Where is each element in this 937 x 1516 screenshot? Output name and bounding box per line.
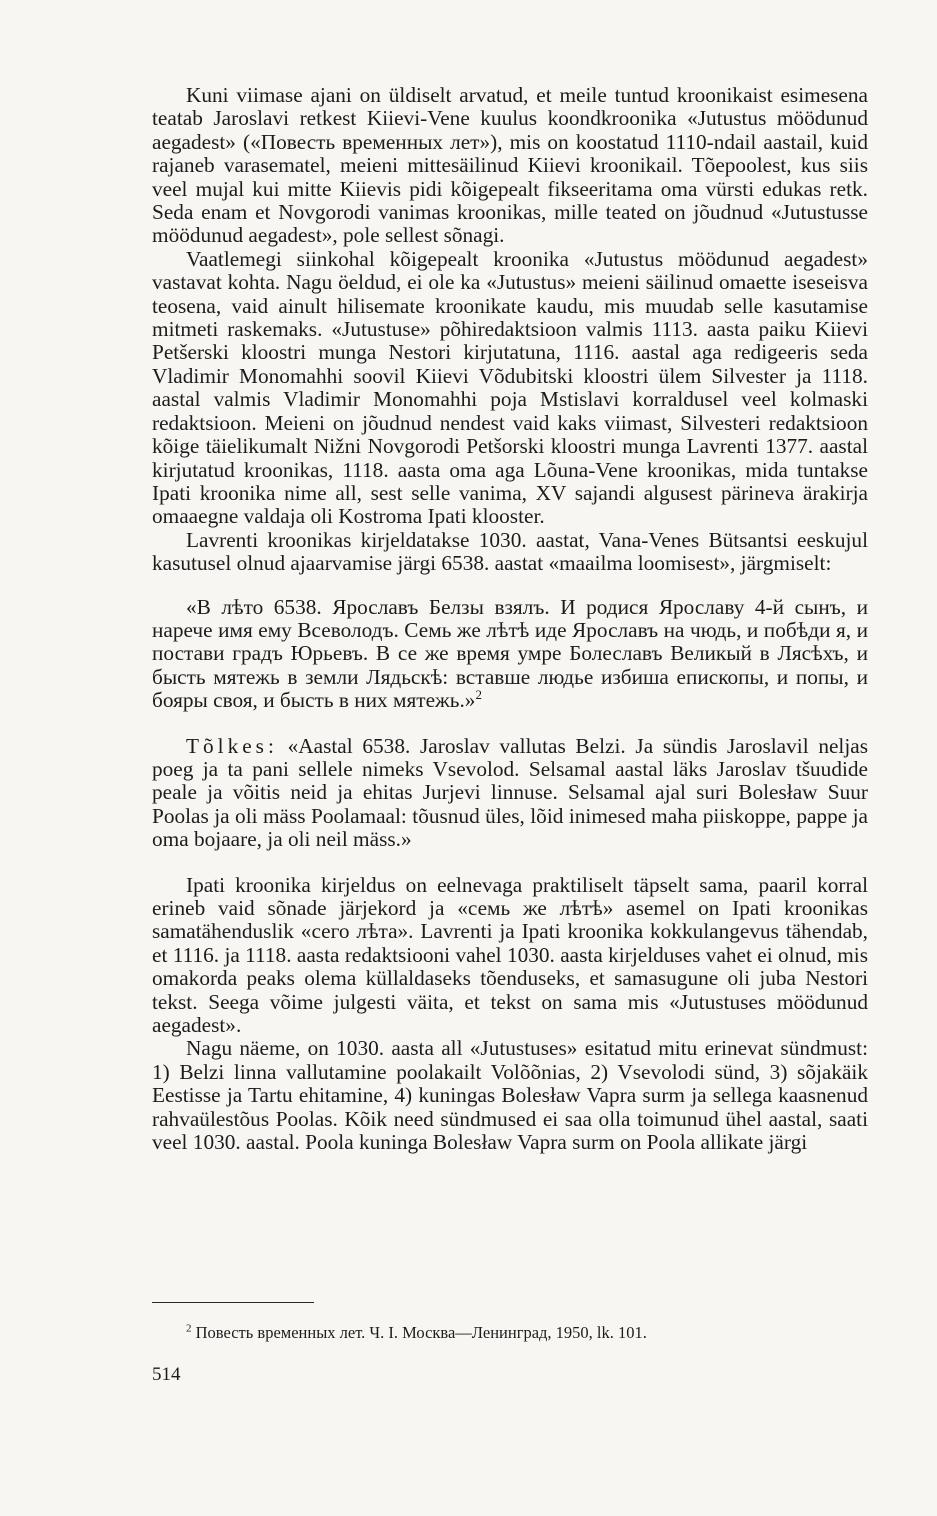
paragraph-4: Ipati kroonika kirjeldus on eelnevaga praktiliselt täpselt sama, paaril korral erineb vaid sõnade järjekord ja «семь же лѣтѣ» asemel on Ipati kroonikas samatähenduslik «сего лѣта». Lavrenti ja Ipati kroonika kokkulangevus tähendab, et 1116. ja 1118. aasta redaktsiooni vahel 1030. aasta kirjelduses vahet ei olnud, mis omakorda peaks olema küllaldaseks tõenduseks, et samasugune oli juba Nestori tekst. Seega võime julgesti väita, et tekst on sama mis «Jutustuses möödunud aegadest». (152, 872, 868, 1038)
paragraph-5: Nagu näeme, on 1030. aasta all «Jutustuses» esitatud mitu erinevat sündmust: 1) Belzi linna vallutamine poolakailt Volõõnias, 2) Vsevolodi sünd, 3) sõjakäik Eestisse ja Tartu ehitamine, 4) kuningas Bolesław Vapra surm ja sellega kaasnenud rahvaülestõus Poolas. Kõik need sündmused ei saa olla toimunud ühel aastal, saati veel 1030. aastal. Poola kuninga Bolesław Vapra surm on Poola allikate järgi (152, 1036, 868, 1155)
translation-text: «Aastal 6538. Jaroslav vallutas Belzi. Ja sündis Jaroslavil neljas poeg ja ta pani sellele nimeks Vsevolod. Selsamal aastal läks Jaroslav tšuudide peale ja võitis neid ja ehitas Jurjevi linnuse. Selsamal ajal suri Bolesław Suur Poolas ja oli mäss Poolamaal: tõusnud üles, lõid inimesed maha piiskoppe, pappe ja oma bojaare, ja oli neil mäss.» (152, 733, 869, 852)
footnote (186, 1323, 647, 1343)
quote-text: «В лѣто 6538. Ярославъ Белзы взялъ. И родися Ярославу 4-й сынъ, и нарече имя ему Всеволодъ. Семь же лѣтѣ иде Ярославъ на чюдь, и побѣди я, и постави градъ Юрьевъ. В се же время умре Болеславъ Великый в Лясѣхъ, и бысть мятежь в земли Лядьскѣ: вставше людье избиша епископы, и попы, и бояры своя, и бысть в них мятежь.» (152, 594, 868, 713)
footnote-text: Повесть временных лет. Ч. I. Москва—Ленинград, 1950, lk. 101. (195, 1323, 647, 1342)
translation-paragraph (152, 735, 868, 852)
quote-footnote-mark: 2 (475, 687, 482, 703)
translation-label: Tõlkes: (186, 733, 278, 758)
paragraph-3: Lavrenti kroonikas kirjeldatakse 1030. aastat, Vana-Venes Bütsantsi eeskujul kasutusel olnud ajaarvamise järgi 6538. aastat «maailma loomisest», järgmiselt: (152, 527, 868, 576)
chronicle-quote (152, 596, 868, 713)
paragraph-2: Vaatlemegi siinkohal kõigepealt kroonika «Jutustus möödunud aegadest» vastavat kohta. Nagu öeldud, ei ole ka «Jutustus» meieni säilinud omaette iseseisva teosena, vaid ainult hilisemate kroonikate kaudu, mis muudab selle kasutamise mitmeti raskemaks. «Jutustuse» põhiredaktsioon valmis 1113. aasta paiku Kiievi Petšerski kloostri munga Nestori kirjutatuna, 1116. aastal aga redigeeris seda Vladimir Monomahhi soovil Kiievi Võdubitski kloostri ülem Silvester ja 1118. aastal valmis Vladimir Monomahhi poja Mstislavi korraldusel veel kolmaski redaktsioon. Meieni on jõudnud nendest vaid kaks viimast, Silvesteri redaktsioon kõige täielikumalt Nižni Novgorodi Petšorski kloostri munga Lavrenti 1377. aastal kirjutatud kroonikas, 1118. aasta oma aga Lõuna-Vene kroonikas, mida tuntakse Ipati kroonika nime all, sest selle vanima, XV sajandi algusest pärineva ärakirja omaaegne valdaja oli Kostroma Ipati klooster. (152, 246, 868, 529)
paragraph-1: Kuni viimase ajani on üldiselt arvatud, et meile tuntud kroonikaist esimesena teatab Jaroslavi retkest Kiievi-Vene kuulus koondkroonika «Jutustus möödunud aegadest» («Повесть временных лет»), mis on koostatud 1110-ndail aastail, kuid rajaneb varasematel, meieni mittesäilinud Kiievi kroonikail. Tõepoolest, kus siis veel mujal kui mitte Kiievis pidi kõigepealt fikseeritama oma vürsti edukas retk. Seda enam et Novgorodi vanimas kroonikas, mille teated on jõudnud «Jutustusse möödunud aegadest», pole sellest sõnagi. (152, 83, 868, 248)
page-number: 514 (152, 1364, 181, 1385)
main-text (152, 84, 868, 1154)
footnote-mark: 2 (186, 1322, 192, 1335)
footnote-divider (152, 1302, 314, 1303)
